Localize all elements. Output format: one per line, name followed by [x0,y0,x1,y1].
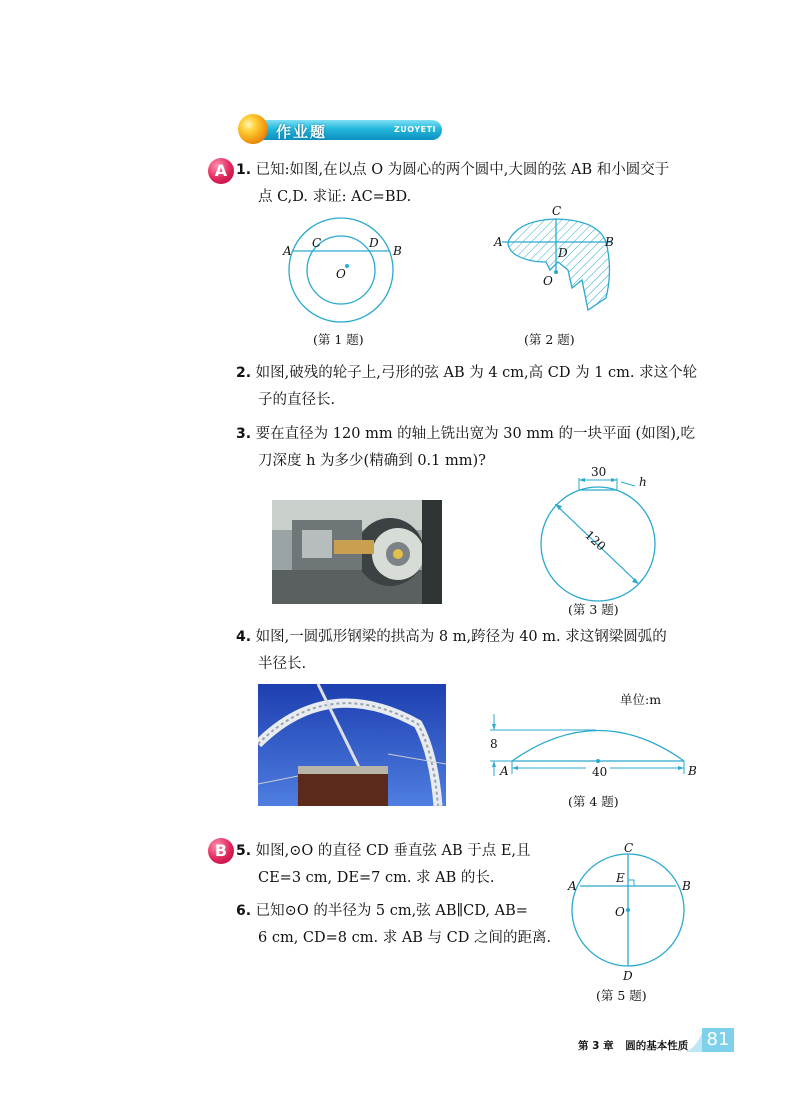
problem-number: 4. [236,629,252,645]
problem-5 [236,838,566,865]
figure-2-broken-wheel [488,200,628,325]
steel-arch-photo [258,684,446,806]
problem-text-line1: 要在直径为 120 mm 的轴上铣出宽为 30 mm 的一块平面 (如图),吃 [255,426,695,442]
figure-1-caption: (第 1 题) [313,332,364,347]
level-b-badge: B [208,838,234,864]
footer-chapter [578,1038,688,1053]
label-d: D [558,246,568,260]
problem-number: 5. [236,843,252,859]
figure-5-circle-diameter [560,838,700,988]
label-span: 40 [592,765,608,779]
label-a: A [568,879,577,893]
problem-2-line2: 子的直径长. [258,392,336,408]
label-diameter: 120 [582,527,609,554]
label-a: A [494,235,503,249]
homework-banner [238,114,446,144]
problem-text-line1: 如图,破残的轮子上,弓形的弦 AB 为 4 cm,高 CD 为 1 cm. 求这个轮 [255,365,698,381]
banner-title: 作业题 [276,123,328,141]
label-o: O [336,267,346,281]
label-o: O [543,274,553,288]
figure-2-caption: (第 2 题) [524,332,575,347]
problem-4 [236,624,706,651]
problem-6-line2: 6 cm, CD=8 cm. 求 AB 与 CD 之间的距离. [258,930,552,946]
problem-1-line2: 点 C,D. 求证: AC=BD. [258,189,412,205]
label-b: B [682,879,691,893]
chapter-title: 圆的基本性质 [625,1040,689,1052]
problem-3 [236,421,706,448]
problem-3-line2: 刀深度 h 为多少(精确到 0.1 mm)? [258,453,486,469]
level-a-badge: A [208,158,234,184]
problem-number: 1. [236,162,252,178]
label-d: D [369,236,379,250]
label-e: E [616,871,625,885]
problem-text-line1: 已知⊙O 的半径为 5 cm,弦 AB∥CD, AB= [255,903,528,919]
chapter-number: 第 3 章 [578,1040,614,1052]
figure-1-concentric-circles [275,200,425,350]
label-a: A [500,764,509,778]
label-b: B [688,764,697,778]
label-c: C [624,841,634,855]
label-a: A [283,244,292,258]
banner-subtitle: ZUOYETI [394,125,437,134]
figure-3-caption: (第 3 题) [568,602,619,617]
figure-5-caption: (第 5 题) [596,988,647,1003]
label-o: O [615,905,625,919]
figure-4-caption: (第 4 题) [568,794,619,809]
page-number: 81 [702,1028,734,1052]
milling-machine-photo [272,500,442,604]
problem-1 [236,157,706,184]
figure-4-arch-diagram [486,708,706,784]
problem-4-line2: 半径长. [258,656,307,672]
problem-number: 3. [236,426,252,442]
problem-number: 2. [236,365,252,381]
label-b: B [393,244,402,258]
problem-5-line2: CE=3 cm, DE=7 cm. 求 AB 的长. [258,870,495,886]
orange-ball-icon [238,114,268,144]
figure-3-shaft-diagram [535,460,665,610]
problem-text-line1: 如图,一圆弧形钢梁的拱高为 8 m,跨径为 40 m. 求这钢梁圆弧的 [255,629,667,645]
problem-number: 6. [236,903,252,919]
label-h: h [639,475,647,489]
label-d: D [623,969,633,983]
label-c: C [552,204,562,218]
label-c: C [312,236,322,250]
problem-text-line1: 如图,⊙O 的直径 CD 垂直弦 AB 于点 E,且 [255,843,531,859]
figure-4-unit: 单位:m [620,692,662,707]
problem-text-line1: 已知:如图,在以点 O 为圆心的两个圆中,大圆的弦 AB 和小圆交于 [255,162,670,178]
problem-2 [236,360,706,387]
label-width: 30 [591,465,607,479]
label-height: 8 [490,737,498,751]
label-b: B [605,235,614,249]
problem-6 [236,898,566,925]
